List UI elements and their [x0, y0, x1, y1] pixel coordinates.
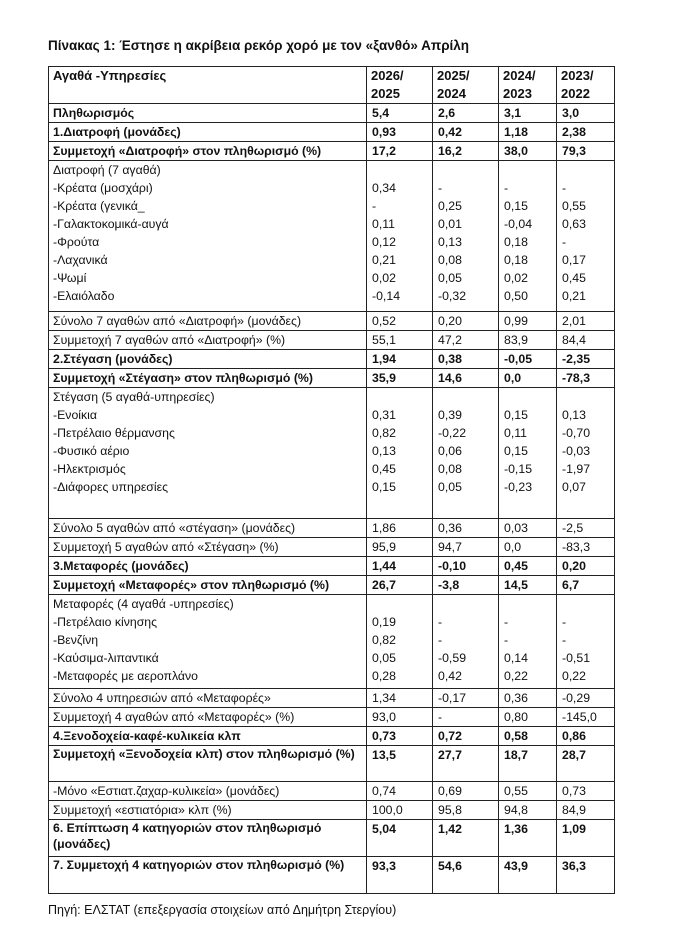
row-value-cell: 2,6 — [433, 104, 499, 123]
header-year-cell: 2025/ 2024 — [433, 67, 499, 104]
row-value-cell: 0,03 — [499, 519, 557, 538]
row-value-cell: -83,3 — [557, 538, 615, 557]
row-value-cell: 5,04 — [367, 820, 433, 857]
table-row — [49, 123, 615, 142]
row-value-cell: 1,94 — [367, 350, 433, 369]
row-label-cell: Συμμετοχή 7 αγαθών από «Διατροφή» (%) — [49, 331, 367, 350]
row-value-cell: 0,55 — [499, 782, 557, 801]
table-row — [49, 576, 615, 595]
row-label-cell: Μεταφορές (4 αγαθά -υπηρεσίες) -Πετρέλαιο κίνησης -Βενζίνη -Καύσιμα-λιπαντικά -Μεταφορές με αεροπλάνο — [49, 595, 367, 689]
table-row — [49, 689, 615, 708]
row-value-cell: 13,5 — [367, 746, 433, 782]
row-value-cell: 83,9 — [499, 331, 557, 350]
row-value-cell: 27,7 — [433, 746, 499, 782]
row-value-cell: 95,8 — [433, 801, 499, 820]
row-value-cell: 17,2 — [367, 142, 433, 161]
row-value-cell: 1,09 — [557, 820, 615, 857]
row-value-cell: 0,42 — [433, 123, 499, 142]
row-label-cell: Στέγαση (5 αγαθά-υπηρεσίες) -Ενοίκια -Πετρέλαιο θέρμανσης -Φυσικό αέριο -Ηλεκτρισμός -Διάφορες υπηρεσίες — [49, 388, 367, 519]
row-value-cell: 0,93 — [367, 123, 433, 142]
row-value-cell: 5,4 — [367, 104, 433, 123]
row-value-cell: 2,38 — [557, 123, 615, 142]
header-label-cell: Αγαθά -Υπηρεσίες — [49, 67, 367, 104]
row-label-cell: 7. Συμμετοχή 4 κατηγοριών στον πληθωρισμό (%) — [49, 857, 367, 894]
row-label-cell: Σύνολο 5 αγαθών από «στέγαση» (μονάδες) — [49, 519, 367, 538]
row-value-cell: 2,01 — [557, 312, 615, 331]
row-label-cell: 3.Μεταφορές (μονάδες) — [49, 557, 367, 576]
row-label-cell: Συμμετοχή «Διατροφή» στον πληθωρισμό (%) — [49, 142, 367, 161]
row-value-cell: -2,5 — [557, 519, 615, 538]
row-value-cell: 1,36 — [499, 820, 557, 857]
table-row — [49, 331, 615, 350]
row-value-cell: 6,7 — [557, 576, 615, 595]
table-row — [49, 820, 615, 857]
row-value-cell: 0,0 — [499, 369, 557, 388]
row-value-cell: 0,20 — [557, 557, 615, 576]
row-label-cell: Συμμετοχή 5 αγαθών από «Στέγαση» (%) — [49, 538, 367, 557]
row-value-cell: 79,3 — [557, 142, 615, 161]
row-value-cell: 0,86 — [557, 727, 615, 746]
inflation-table — [48, 66, 615, 894]
source-note: Πηγή: ΕΛΣΤΑΤ (επεξεργασία στοιχείων από Δημήτρη Στεργίου) — [48, 903, 397, 917]
row-value-cell: - 0,15 -0,04 0,18 0,18 0,02 0,50 — [499, 161, 557, 312]
row-value-cell: 0,15 0,11 0,15 -0,15 -0,23 — [499, 388, 557, 519]
table-row — [49, 369, 615, 388]
table-row — [49, 595, 615, 689]
row-value-cell: 14,5 — [499, 576, 557, 595]
row-value-cell: 38,0 — [499, 142, 557, 161]
row-value-cell: - - 0,14 0,22 — [499, 595, 557, 689]
row-value-cell: 0,38 — [433, 350, 499, 369]
row-value-cell: 0,58 — [499, 727, 557, 746]
row-value-cell: 94,8 — [499, 801, 557, 820]
row-value-cell: 1,34 — [367, 689, 433, 708]
table-row — [49, 161, 615, 312]
table-row — [49, 104, 615, 123]
row-value-cell: 93,0 — [367, 708, 433, 727]
row-label-cell: Συμμετοχή «εστιατόρια» κλπ (%) — [49, 801, 367, 820]
row-value-cell: 43,9 — [499, 857, 557, 894]
row-value-cell: 0,73 — [367, 727, 433, 746]
header-year-cell: 2024/ 2023 — [499, 67, 557, 104]
row-value-cell: 14,6 — [433, 369, 499, 388]
row-label-cell: Σύνολο 7 αγαθών από «Διατροφή» (μονάδες) — [49, 312, 367, 331]
table-row — [49, 142, 615, 161]
row-value-cell: 0,72 — [433, 727, 499, 746]
row-label-cell: Συμμετοχή «Ξενοδοχεία κλπ) στον πληθωρισμό (%) — [49, 746, 367, 782]
table-row — [49, 538, 615, 557]
row-value-cell: - — [433, 708, 499, 727]
row-value-cell: -0,10 — [433, 557, 499, 576]
row-value-cell: 28,7 — [557, 746, 615, 782]
row-value-cell: 0,45 — [499, 557, 557, 576]
row-label-cell: Συμμετοχή «Στέγαση» στον πληθωρισμό (%) — [49, 369, 367, 388]
row-label-cell: 1.Διατροφή (μονάδες) — [49, 123, 367, 142]
row-value-cell: -78,3 — [557, 369, 615, 388]
table-row — [49, 519, 615, 538]
row-value-cell: - 0,55 0,63 - 0,17 0,45 0,21 — [557, 161, 615, 312]
row-label-cell: 2.Στέγαση (μονάδες) — [49, 350, 367, 369]
header-row — [49, 67, 615, 104]
row-value-cell: -3,8 — [433, 576, 499, 595]
row-value-cell: 0,20 — [433, 312, 499, 331]
header-year-cell: 2026/ 2025 — [367, 67, 433, 104]
row-label-cell: 6. Επίπτωση 4 κατηγοριών στον πληθωρισμό (μονάδες) — [49, 820, 367, 857]
row-value-cell: 100,0 — [367, 801, 433, 820]
row-value-cell: 0,52 — [367, 312, 433, 331]
row-value-cell: 16,2 — [433, 142, 499, 161]
row-value-cell: - - -0,59 0,42 — [433, 595, 499, 689]
row-value-cell: 1,18 — [499, 123, 557, 142]
row-value-cell: 84,4 — [557, 331, 615, 350]
row-value-cell: 0,73 — [557, 782, 615, 801]
row-value-cell: 0,19 0,82 0,05 0,28 — [367, 595, 433, 689]
row-label-cell: Σύνολο 4 υπηρεσιών από «Μεταφορές» — [49, 689, 367, 708]
table-row — [49, 801, 615, 820]
row-value-cell: 3,1 — [499, 104, 557, 123]
row-label-cell: -Μόνο «Εστιατ.ζαχαρ-κυλικεία» (μονάδες) — [49, 782, 367, 801]
row-value-cell: 0,13 -0,70 -0,03 -1,97 0,07 — [557, 388, 615, 519]
row-value-cell: - - -0,51 0,22 — [557, 595, 615, 689]
row-value-cell: 1,86 — [367, 519, 433, 538]
row-value-cell: -145,0 — [557, 708, 615, 727]
row-value-cell: - 0,25 0,01 0,13 0,08 0,05 -0,32 — [433, 161, 499, 312]
table-row — [49, 312, 615, 331]
row-value-cell: 0,0 — [499, 538, 557, 557]
row-value-cell: -0,05 — [499, 350, 557, 369]
row-value-cell: 1,44 — [367, 557, 433, 576]
row-value-cell: 0,69 — [433, 782, 499, 801]
row-value-cell: 36,3 — [557, 857, 615, 894]
row-value-cell: -0,17 — [433, 689, 499, 708]
row-value-cell: 26,7 — [367, 576, 433, 595]
table-row — [49, 746, 615, 782]
row-value-cell: 47,2 — [433, 331, 499, 350]
row-label-cell: Συμμετοχή 4 αγαθών από «Μεταφορές» (%) — [49, 708, 367, 727]
table-title: Πίνακας 1: Έστησε η ακρίβεια ρεκόρ χορό με τον «ξανθό» Απρίλη — [48, 38, 470, 53]
table-row — [49, 782, 615, 801]
row-label-cell: Διατροφή (7 αγαθά) -Κρέατα (μοσχάρι) -Κρέατα (γενικά_ -Γαλακτοκομικά-αυγά -Φρούτα -Λαχανικά -Ψωμί -Ελαιόλαδο — [49, 161, 367, 312]
row-value-cell: 95,9 — [367, 538, 433, 557]
row-value-cell: 0,36 — [433, 519, 499, 538]
row-label-cell: 4.Ξενοδοχεία-καφέ-κυλικεία κλπ — [49, 727, 367, 746]
table-row — [49, 557, 615, 576]
row-value-cell: 0,39 -0,22 0,06 0,08 0,05 — [433, 388, 499, 519]
table-row — [49, 857, 615, 894]
row-value-cell: 0,74 — [367, 782, 433, 801]
row-label-cell: Συμμετοχή «Μεταφορές» στον πληθωρισμό (%) — [49, 576, 367, 595]
row-value-cell: 1,42 — [433, 820, 499, 857]
row-value-cell: 0,99 — [499, 312, 557, 331]
row-label-cell: Πληθωρισμός — [49, 104, 367, 123]
row-value-cell: 18,7 — [499, 746, 557, 782]
row-value-cell: 93,3 — [367, 857, 433, 894]
row-value-cell: 3,0 — [557, 104, 615, 123]
table-row — [49, 388, 615, 519]
row-value-cell: 55,1 — [367, 331, 433, 350]
row-value-cell: 94,7 — [433, 538, 499, 557]
table-row — [49, 708, 615, 727]
row-value-cell: 0,36 — [499, 689, 557, 708]
row-value-cell: -0,29 — [557, 689, 615, 708]
table-row — [49, 350, 615, 369]
row-value-cell: 54,6 — [433, 857, 499, 894]
table-row — [49, 727, 615, 746]
row-value-cell: 0,34 - 0,11 0,12 0,21 0,02 -0,14 — [367, 161, 433, 312]
row-value-cell: 0,80 — [499, 708, 557, 727]
row-value-cell: 84,9 — [557, 801, 615, 820]
header-year-cell: 2023/ 2022 — [557, 67, 615, 104]
row-value-cell: 0,31 0,82 0,13 0,45 0,15 — [367, 388, 433, 519]
row-value-cell: 35,9 — [367, 369, 433, 388]
row-value-cell: -2,35 — [557, 350, 615, 369]
